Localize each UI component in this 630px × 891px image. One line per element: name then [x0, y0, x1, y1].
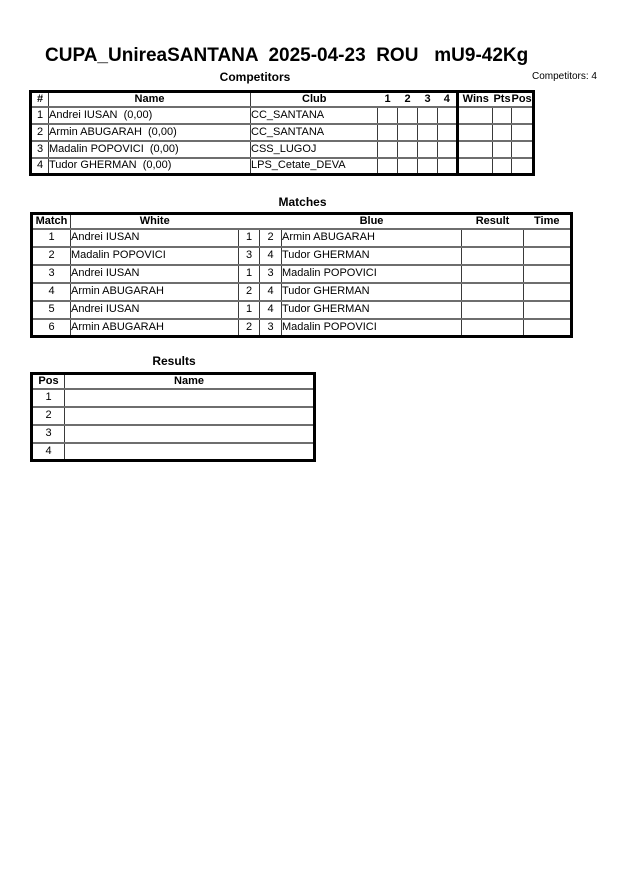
result-name-cell — [65, 425, 315, 443]
round-1-cell — [378, 124, 398, 141]
round-2-cell — [398, 158, 418, 175]
competitor-row — [31, 158, 534, 175]
col-header-white: White — [71, 214, 239, 229]
result-cell — [462, 265, 524, 283]
time-cell — [524, 265, 572, 283]
white-name-cell: Armin ABUGARAH — [71, 319, 239, 337]
white-name-cell: Madalin POPOVICI — [71, 247, 239, 265]
pos-cell — [512, 158, 534, 175]
competitor-club-cell: CSS_LUGOJ — [251, 141, 378, 158]
matches-table — [30, 212, 573, 338]
result-row — [32, 389, 315, 407]
results-section-label: Results — [152, 354, 196, 368]
blue-name-cell: Tudor GHERMAN — [282, 247, 462, 265]
match-row — [32, 229, 572, 247]
result-cell — [462, 319, 524, 337]
result-pos-cell: 3 — [32, 425, 65, 443]
time-cell — [524, 301, 572, 319]
result-cell — [462, 301, 524, 319]
col-header-time: Time — [524, 214, 572, 229]
col-header-name: Name — [65, 374, 315, 389]
result-row — [32, 443, 315, 461]
round-3-cell — [418, 107, 438, 124]
round-2-cell — [398, 107, 418, 124]
col-header-pos: Pos — [32, 374, 65, 389]
round-4-cell — [438, 107, 458, 124]
col-header-name: Name — [49, 92, 251, 107]
round-3-cell — [418, 158, 438, 175]
blue-draw-number-cell: 4 — [260, 247, 282, 265]
round-1-cell — [378, 107, 398, 124]
match-number-cell: 3 — [32, 265, 71, 283]
wins-cell — [458, 158, 493, 175]
competitors-section-label: Competitors — [219, 70, 291, 84]
competitor-name-cell: Tudor GHERMAN (0,00) — [49, 158, 251, 175]
pts-cell — [493, 124, 512, 141]
blue-name-cell: Madalin POPOVICI — [282, 319, 462, 337]
col-header-club: Club — [251, 92, 378, 107]
col-header-wins: Wins — [458, 92, 493, 107]
match-row — [32, 265, 572, 283]
blue-name-cell: Tudor GHERMAN — [282, 301, 462, 319]
pos-cell — [512, 124, 534, 141]
col-header-match: Match — [32, 214, 71, 229]
result-cell — [462, 247, 524, 265]
col-header-pts: Pts — [493, 92, 511, 105]
wins-cell — [458, 107, 493, 124]
match-number-cell: 5 — [32, 301, 71, 319]
result-cell — [462, 283, 524, 301]
result-pos-cell: 1 — [32, 389, 65, 407]
competitor-club-cell: LPS_Cetate_DEVA — [251, 158, 378, 175]
competitor-rank-cell: 4 — [31, 158, 49, 175]
white-name-cell: Andrei IUSAN — [71, 229, 239, 247]
col-header-round-4: 4 — [438, 92, 458, 107]
match-row — [32, 319, 572, 337]
white-draw-number-cell: 1 — [239, 229, 260, 247]
round-2-cell — [398, 124, 418, 141]
round-1-cell — [378, 158, 398, 175]
matches-header-row — [32, 214, 572, 229]
round-4-cell — [438, 124, 458, 141]
blue-draw-number-cell: 2 — [260, 229, 282, 247]
competitor-rank-cell: 3 — [31, 141, 49, 158]
result-cell — [462, 229, 524, 247]
col-header-rank: # — [31, 92, 49, 107]
blue-draw-number-cell: 3 — [260, 265, 282, 283]
col-header-pos: Pos — [511, 92, 532, 105]
col-header-round-3: 3 — [418, 92, 438, 107]
result-pos-cell: 2 — [32, 407, 65, 425]
match-row — [32, 283, 572, 301]
white-draw-number-cell: 2 — [239, 319, 260, 337]
round-3-cell — [418, 141, 438, 158]
time-cell — [524, 319, 572, 337]
matches-section-label: Matches — [278, 195, 327, 209]
time-cell — [524, 283, 572, 301]
competitor-rank-cell: 2 — [31, 124, 49, 141]
blue-draw-number-cell: 4 — [260, 301, 282, 319]
col-header-blue-num — [260, 214, 282, 229]
white-name-cell: Armin ABUGARAH — [71, 283, 239, 301]
col-header-round-1: 1 — [378, 92, 398, 107]
white-draw-number-cell: 3 — [239, 247, 260, 265]
round-3-cell — [418, 124, 438, 141]
competitor-club-cell: CC_SANTANA — [251, 124, 378, 141]
results-header-row — [32, 374, 315, 389]
pts-cell — [493, 158, 512, 175]
round-4-cell — [438, 158, 458, 175]
wins-cell — [458, 124, 493, 141]
col-header-result: Result — [462, 214, 524, 229]
match-number-cell: 1 — [32, 229, 71, 247]
competitor-name-cell: Andrei IUSAN (0,00) — [49, 107, 251, 124]
competitors-count: Competitors: 4 — [531, 71, 597, 82]
time-cell — [524, 229, 572, 247]
result-name-cell — [65, 443, 315, 461]
pos-cell — [512, 141, 534, 158]
time-cell — [524, 247, 572, 265]
competitor-row — [31, 107, 534, 124]
competitors-table — [29, 90, 535, 176]
competitors-header-row — [31, 92, 534, 107]
white-name-cell: Andrei IUSAN — [71, 265, 239, 283]
competitor-row — [31, 141, 534, 158]
competitor-name-cell: Armin ABUGARAH (0,00) — [49, 124, 251, 141]
white-draw-number-cell: 1 — [239, 301, 260, 319]
col-header-white-num — [239, 214, 260, 229]
match-number-cell: 4 — [32, 283, 71, 301]
pts-cell — [493, 141, 512, 158]
round-4-cell — [438, 141, 458, 158]
white-draw-number-cell: 2 — [239, 283, 260, 301]
match-number-cell: 2 — [32, 247, 71, 265]
match-number-cell: 6 — [32, 319, 71, 337]
result-row — [32, 407, 315, 425]
round-1-cell — [378, 141, 398, 158]
wins-cell — [458, 141, 493, 158]
blue-name-cell: Armin ABUGARAH — [282, 229, 462, 247]
competitor-rank-cell: 1 — [31, 107, 49, 124]
col-header-round-2: 2 — [398, 92, 418, 107]
blue-draw-number-cell: 3 — [260, 319, 282, 337]
white-draw-number-cell: 1 — [239, 265, 260, 283]
page-title: CUPA_UnireaSANTANA 2025-04-23 ROU mU9-42Kg — [45, 45, 529, 66]
pos-cell — [512, 107, 534, 124]
pts-cell — [493, 107, 512, 124]
result-name-cell — [65, 407, 315, 425]
blue-draw-number-cell: 4 — [260, 283, 282, 301]
competitor-row — [31, 124, 534, 141]
result-name-cell — [65, 389, 315, 407]
match-row — [32, 247, 572, 265]
blue-name-cell: Madalin POPOVICI — [282, 265, 462, 283]
white-name-cell: Andrei IUSAN — [71, 301, 239, 319]
blue-name-cell: Tudor GHERMAN — [282, 283, 462, 301]
competitor-name-cell: Madalin POPOVICI (0,00) — [49, 141, 251, 158]
result-pos-cell: 4 — [32, 443, 65, 461]
col-header-blue: Blue — [282, 214, 462, 229]
match-row — [32, 301, 572, 319]
round-2-cell — [398, 141, 418, 158]
competitor-club-cell: CC_SANTANA — [251, 107, 378, 124]
result-row — [32, 425, 315, 443]
results-table — [30, 372, 316, 462]
